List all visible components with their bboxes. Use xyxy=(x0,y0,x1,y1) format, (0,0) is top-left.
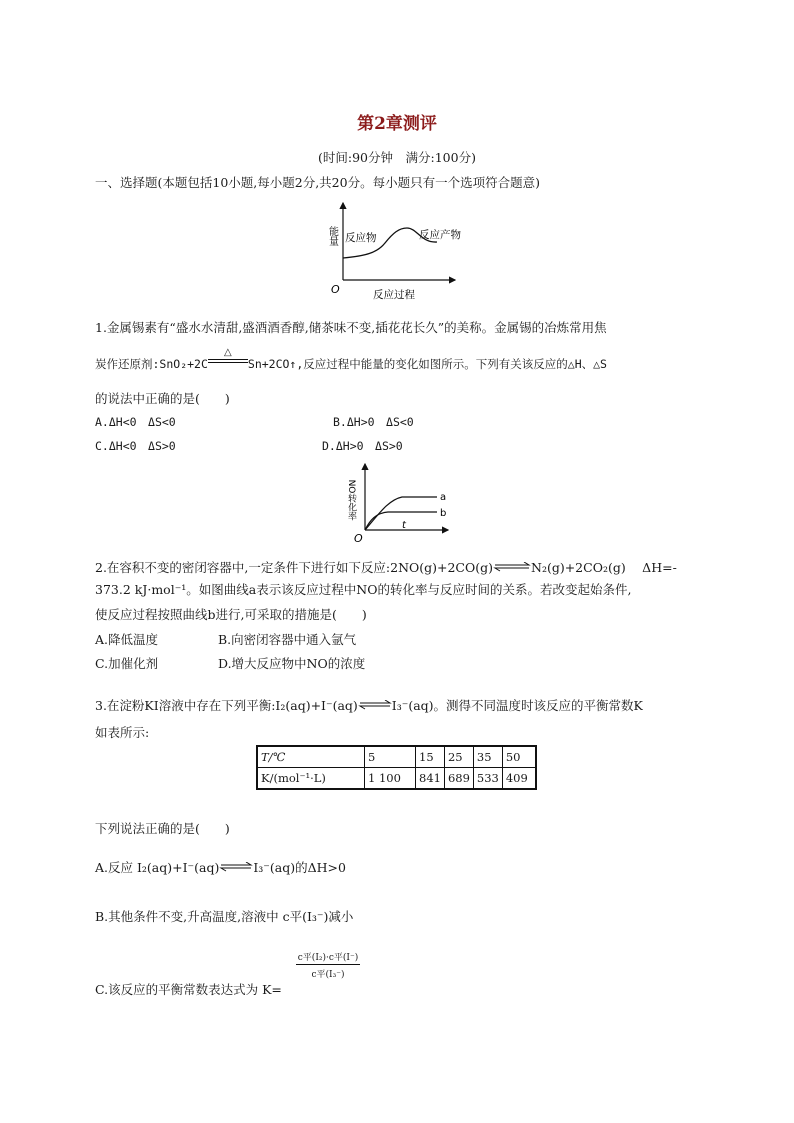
table-cell: 689 xyxy=(444,768,473,790)
q3-option-c: C.该反应的平衡常数表达式为 K= xyxy=(95,982,282,997)
q3-option-a-eq: A.反应 I₂(aq)+I⁻(aq) xyxy=(95,860,220,875)
q1-option-a: A.ΔH<0 ΔS<0 xyxy=(95,415,176,429)
equilibrium-arrow xyxy=(219,862,253,872)
table-row xyxy=(257,768,536,790)
table-cell: 15 xyxy=(416,746,445,768)
curve-b xyxy=(365,512,437,530)
q3-option-b-species: (I₃⁻) xyxy=(302,909,329,924)
table-cell: 841 xyxy=(416,768,445,790)
q2-line3: 使反应过程按照曲线b进行,可采取的措施是( ) xyxy=(95,607,367,622)
q1-option-d: D.ΔH>0 ΔS>0 xyxy=(322,439,403,453)
fig1-origin: O xyxy=(331,283,340,296)
table-cell: 5 xyxy=(365,746,416,768)
q3-option-a xyxy=(95,858,346,876)
table-cell: 409 xyxy=(502,768,536,790)
table-cell: 533 xyxy=(473,768,502,790)
equilibrium-arrow xyxy=(493,562,531,572)
q2-equation-right: N₂(g)+2CO₂(g) ΔH=- xyxy=(531,560,677,575)
q3-option-b xyxy=(95,907,353,925)
fig1-product-label: 反应产物 xyxy=(419,229,461,241)
q2-option-b: B.向密闭容器中通入氩气 xyxy=(218,632,357,647)
table-cell: 35 xyxy=(473,746,502,768)
q3-equation-right: (aq)。测得不同温度时该反应的平衡常数K xyxy=(408,698,643,713)
q1-line1: 1.金属锡素有“盛水水清甜,盛酒酒香醇,储茶味不变,插花花长久”的美称。金属锡的冶炼常用焦 xyxy=(95,320,607,335)
q3-prompt: 下列说法正确的是( ) xyxy=(95,821,230,836)
q3-line1 xyxy=(95,696,643,714)
q1-option-b: B.ΔH>0 ΔS<0 xyxy=(333,415,414,429)
q1-line3: 的说法中正确的是( ) xyxy=(95,391,230,406)
table-cell: 1 100 xyxy=(365,768,416,790)
q3-option-b-tail: 减小 xyxy=(328,909,354,924)
section-heading: 一、选择题(本题包括10小题,每小题2分,共20分。每小题只有一个选项符合题意) xyxy=(95,175,540,190)
q3-triiodide: I₃⁻ xyxy=(391,698,409,713)
fig1-reactant-label: 反应物 xyxy=(345,232,377,244)
q1-option-c: C.ΔH<0 ΔS>0 xyxy=(95,439,176,453)
curve-a xyxy=(365,497,437,530)
table-row xyxy=(257,746,536,768)
curve-a-label: a xyxy=(440,492,447,503)
table-cell: T/℃ xyxy=(257,746,365,768)
q1-equation-left: 炭作还原剂:SnO₂+2C xyxy=(95,357,208,371)
q3-option-b-text: B.其他条件不变,升高温度,溶液中 c平 xyxy=(95,909,303,924)
table-cell: 50 xyxy=(502,746,536,768)
heat-condition: △ xyxy=(224,347,232,358)
equals-sign xyxy=(208,347,248,368)
q3-option-a-tail: (aq)的ΔH>0 xyxy=(269,860,346,875)
page-subtitle: (时间:90分钟 满分:100分) xyxy=(318,150,476,165)
fig2-ylabel: NO转化率 xyxy=(346,479,356,521)
q3-line2: 如表所示: xyxy=(95,725,150,740)
q2-option-c: C.加催化剂 xyxy=(95,656,159,671)
fig1-xlabel: 反应过程 xyxy=(373,289,415,301)
table-cell: K/(mol⁻¹·L) xyxy=(257,768,365,790)
equilibrium-constant-table xyxy=(256,745,537,790)
q2-equation-left: 2.在容积不变的密闭容器中,一定条件下进行如下反应:2NO(g)+2CO(g) xyxy=(95,560,493,575)
q3-option-a-product: I₃⁻ xyxy=(253,860,270,875)
equilibrium-arrow xyxy=(358,700,392,710)
fig1-ylabel: 能量 xyxy=(326,226,338,246)
q2-option-a: A.降低温度 xyxy=(95,632,159,647)
q2-line2: 373.2 kJ·mol⁻¹。如图曲线a表示该反应过程中NO的转化率与反应时间的关系。若改变起始条件, xyxy=(95,582,632,597)
q2-option-d: D.增大反应物中NO的浓度 xyxy=(218,656,366,671)
fig2-origin: O xyxy=(354,532,363,545)
fraction-numerator: c平(I₂)·c平(I⁻) xyxy=(297,953,359,963)
fig2-xlabel: t xyxy=(402,520,406,531)
fraction-denominator: c平(I₃⁻) xyxy=(311,970,345,980)
table-cell: 25 xyxy=(444,746,473,768)
q1-equation-right: Sn+2CO↑,反应过程中能量的变化如图所示。下列有关该反应的△H、△S xyxy=(247,357,607,371)
energy-diagram xyxy=(325,198,465,303)
page-title: 第2章测评 xyxy=(357,114,437,134)
q1-line2 xyxy=(95,347,607,372)
conversion-diagram xyxy=(340,460,460,546)
q3-equation-left: 3.在淀粉KI溶液中存在下列平衡:I₂(aq)+I⁻(aq) xyxy=(95,698,358,713)
q2-line1 xyxy=(95,558,677,576)
fraction-bar xyxy=(296,964,360,965)
curve-b-label: b xyxy=(440,508,447,519)
